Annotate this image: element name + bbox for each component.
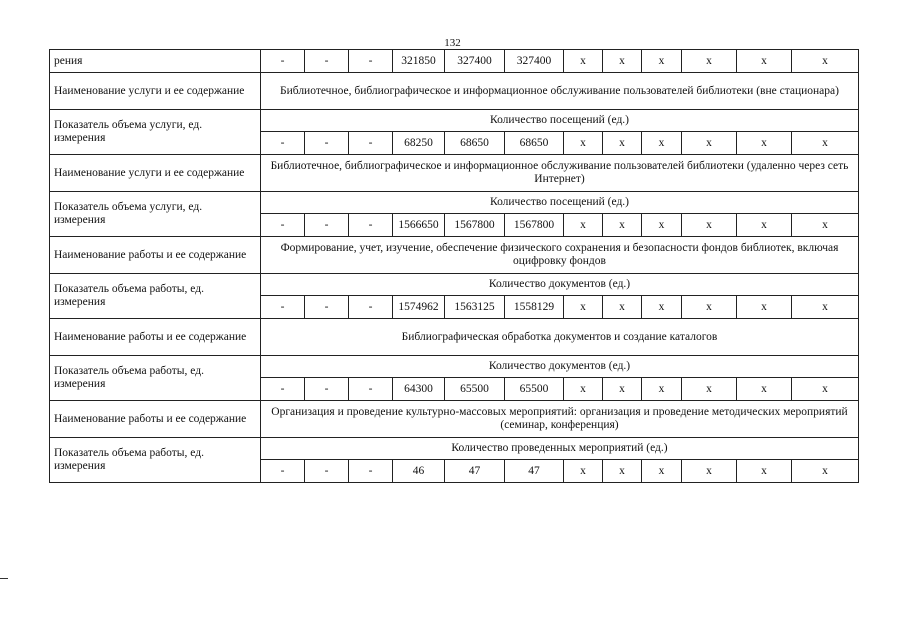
value-cell: х bbox=[642, 50, 682, 73]
value-cell: 68650 bbox=[505, 132, 564, 155]
value-cell: - bbox=[349, 214, 393, 237]
value-cell: 1567800 bbox=[505, 214, 564, 237]
service-description: Библиографическая обработка документов и создание каталогов bbox=[261, 319, 859, 356]
value-cell: - bbox=[261, 50, 305, 73]
table-row bbox=[50, 110, 859, 132]
value-cell: х bbox=[792, 50, 859, 73]
value-cell: 321850 bbox=[393, 50, 445, 73]
value-cell: - bbox=[349, 378, 393, 401]
value-cell: - bbox=[305, 214, 349, 237]
value-cell: х bbox=[682, 378, 737, 401]
indicator-label: Показатель объема услуги, ед. измерения bbox=[50, 110, 261, 155]
value-cell: х bbox=[603, 132, 642, 155]
table-row bbox=[50, 50, 859, 73]
service-description: Организация и проведение культурно-массовых мероприятий: организация и проведение методических мероприятий (семинар, конференция) bbox=[261, 401, 859, 438]
value-cell: х bbox=[792, 378, 859, 401]
value-cell: - bbox=[261, 214, 305, 237]
value-cell: х bbox=[603, 460, 642, 483]
value-cell: х bbox=[564, 378, 603, 401]
indicator-name: Количество документов (ед.) bbox=[261, 274, 859, 296]
indicator-label: Показатель объема работы, ед. измерения bbox=[50, 438, 261, 483]
indicator-name: Количество посещений (ед.) bbox=[261, 192, 859, 214]
value-cell: х bbox=[682, 132, 737, 155]
table-row bbox=[50, 155, 859, 192]
value-cell: х bbox=[642, 296, 682, 319]
value-cell: 46 bbox=[393, 460, 445, 483]
value-cell: х bbox=[682, 50, 737, 73]
value-cell: 68650 bbox=[445, 132, 505, 155]
value-cell: - bbox=[261, 378, 305, 401]
value-cell: - bbox=[305, 378, 349, 401]
table-row bbox=[50, 274, 859, 296]
indicator-name: Количество документов (ед.) bbox=[261, 356, 859, 378]
value-cell: 1574962 bbox=[393, 296, 445, 319]
service-name-label: Наименование работы и ее содержание bbox=[50, 319, 261, 356]
service-description: Библиотечное, библиографическое и информационное обслуживание пользователей библиотеки (удаленно через сеть Интернет) bbox=[261, 155, 859, 192]
value-cell: - bbox=[305, 296, 349, 319]
page-number: 132 bbox=[444, 37, 461, 49]
margin-mark bbox=[0, 578, 8, 579]
indicator-name: Количество проведенных мероприятий (ед.) bbox=[261, 438, 859, 460]
service-name-label: Наименование услуги и ее содержание bbox=[50, 73, 261, 110]
table-row bbox=[50, 73, 859, 110]
table-row bbox=[50, 319, 859, 356]
value-cell: 47 bbox=[445, 460, 505, 483]
value-cell: х bbox=[603, 214, 642, 237]
value-cell: 1558129 bbox=[505, 296, 564, 319]
indicator-label: Показатель объема работы, ед. измерения bbox=[50, 274, 261, 319]
value-cell: х bbox=[564, 460, 603, 483]
value-cell: х bbox=[792, 296, 859, 319]
value-cell: - bbox=[261, 460, 305, 483]
table-row bbox=[50, 237, 859, 274]
indicators-table bbox=[49, 49, 859, 483]
value-cell: х bbox=[792, 132, 859, 155]
value-cell: - bbox=[349, 460, 393, 483]
table-row bbox=[50, 438, 859, 460]
value-cell: х bbox=[792, 460, 859, 483]
value-cell: х bbox=[564, 214, 603, 237]
value-cell: х bbox=[642, 214, 682, 237]
value-cell: - bbox=[305, 50, 349, 73]
value-cell: х bbox=[737, 50, 792, 73]
value-cell: х bbox=[682, 460, 737, 483]
value-cell: х bbox=[603, 378, 642, 401]
value-cell: х bbox=[642, 132, 682, 155]
value-cell: х bbox=[642, 460, 682, 483]
table-row bbox=[50, 192, 859, 214]
value-cell: - bbox=[261, 296, 305, 319]
value-cell: - bbox=[349, 50, 393, 73]
value-cell: х bbox=[737, 460, 792, 483]
indicator-label: Показатель объема работы, ед. измерения bbox=[50, 356, 261, 401]
value-cell: - bbox=[261, 132, 305, 155]
service-name-label: Наименование работы и ее содержание bbox=[50, 401, 261, 438]
value-cell: - bbox=[349, 132, 393, 155]
service-name-label: Наименование работы и ее содержание bbox=[50, 237, 261, 274]
value-cell: 47 bbox=[505, 460, 564, 483]
value-cell: х bbox=[792, 214, 859, 237]
value-cell: - bbox=[305, 132, 349, 155]
value-cell: 1566650 bbox=[393, 214, 445, 237]
service-description: Формирование, учет, изучение, обеспечение физического сохранения и безопасности фондов библиотек, включая оцифровку фондов bbox=[261, 237, 859, 274]
value-cell: 64300 bbox=[393, 378, 445, 401]
value-cell: х bbox=[603, 296, 642, 319]
value-cell: 65500 bbox=[505, 378, 564, 401]
value-cell: 68250 bbox=[393, 132, 445, 155]
value-cell: х bbox=[737, 132, 792, 155]
value-cell: х bbox=[737, 296, 792, 319]
value-cell: х bbox=[564, 50, 603, 73]
value-cell: 327400 bbox=[445, 50, 505, 73]
value-cell: х bbox=[737, 378, 792, 401]
indicator-name: Количество посещений (ед.) bbox=[261, 110, 859, 132]
value-cell: х bbox=[737, 214, 792, 237]
value-cell: - bbox=[305, 460, 349, 483]
value-cell: 1563125 bbox=[445, 296, 505, 319]
value-cell: 1567800 bbox=[445, 214, 505, 237]
row-label: рения bbox=[50, 50, 261, 73]
value-cell: х bbox=[682, 296, 737, 319]
value-cell: х bbox=[603, 50, 642, 73]
value-cell: 65500 bbox=[445, 378, 505, 401]
value-cell: х bbox=[564, 132, 603, 155]
table-row bbox=[50, 401, 859, 438]
value-cell: х bbox=[682, 214, 737, 237]
value-cell: - bbox=[349, 296, 393, 319]
table-row bbox=[50, 356, 859, 378]
service-description: Библиотечное, библиографическое и информационное обслуживание пользователей библиотеки (вне стационара) bbox=[261, 73, 859, 110]
value-cell: 327400 bbox=[505, 50, 564, 73]
service-name-label: Наименование услуги и ее содержание bbox=[50, 155, 261, 192]
value-cell: х bbox=[564, 296, 603, 319]
value-cell: х bbox=[642, 378, 682, 401]
indicator-label: Показатель объема услуги, ед. измерения bbox=[50, 192, 261, 237]
